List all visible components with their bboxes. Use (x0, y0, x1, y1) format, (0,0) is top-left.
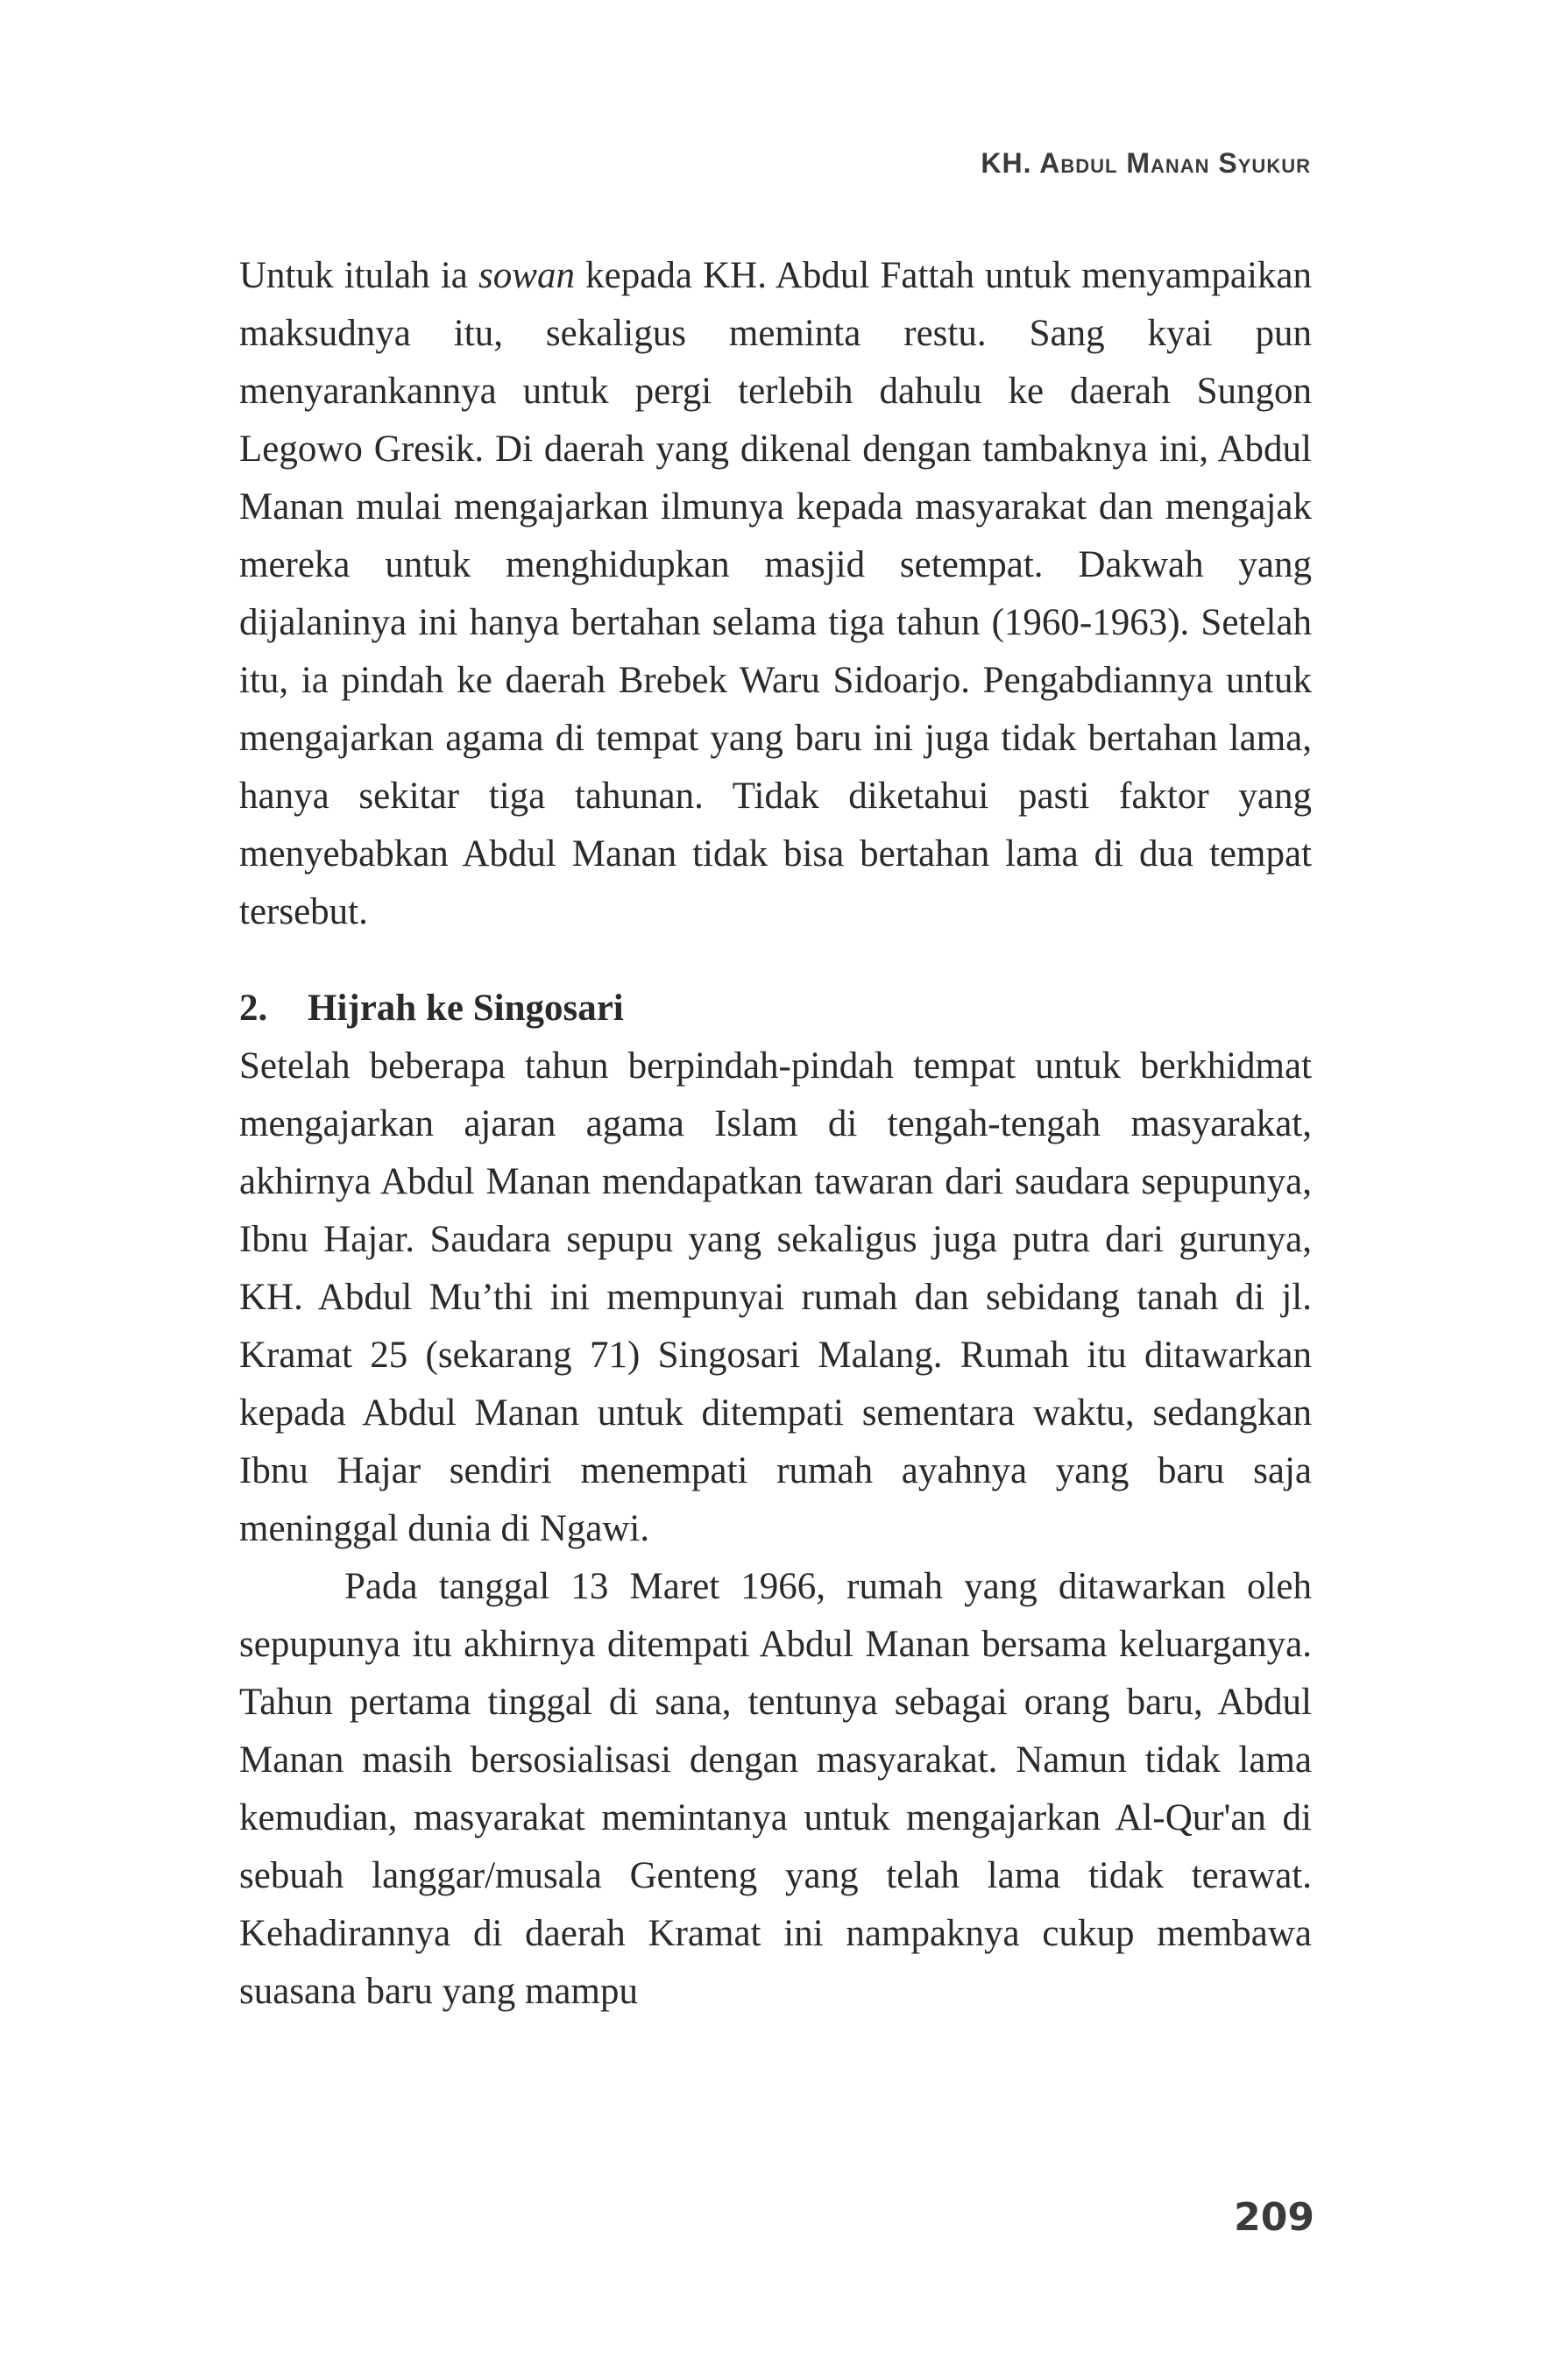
paragraph-3: Pada tanggal 13 Maret 1966, rumah yang ditawarkan oleh sepupunya itu akhirnya ditempati Abdul Manan bersama keluarganya. Tahun pertama tinggal di sana, tentunya sebagai orang baru, Abdul Manan masih bersosialisasi dengan masyarakat. Namun tidak lama kemudian, masyarakat memintanya untuk mengajarkan Al-Qur'an di sebuah langgar/musala Genteng yang telah lama tidak terawat. Kehadirannya di daerah Kramat ini nampaknya cukup membawa suasana baru yang mampu (239, 1566, 1312, 2012)
paragraph-1 (239, 247, 1312, 941)
paragraph-1-rest: kepada KH. Abdul Fattah untuk menyampaikan maksudnya itu, sekaligus meminta restu. Sang kyai pun menyarankannya untuk pergi terlebih dahulu ke daerah Sungon Legowo Gresik. Di daerah yang dikenal dengan tambaknya ini, Abdul Manan mulai mengajarkan ilmunya kepada masyarakat dan mengajak mereka untuk menghidupkan masjid setempat. Dakwah yang dijalaninya ini hanya bertahan selama tiga tahun (1960-1963). Setelah itu, ia pindah ke daerah Brebek Waru Sidoarjo. Pengabdiannya untuk mengajarkan agama di tempat yang baru ini juga tidak bertahan lama, hanya sekitar tiga tahunan. Tidak diketahui pasti faktor yang menyebabkan Abdul Manan tidak bisa bertahan lama di dua tempat tersebut. (239, 255, 1312, 932)
paragraph-1-lead: Untuk itulah ia (239, 255, 479, 296)
page-body (239, 247, 1312, 2021)
section-title: Hijrah ke Singosari (308, 988, 624, 1029)
page-number: 209 (1234, 2195, 1314, 2240)
section-heading (239, 980, 1312, 1038)
running-header: KH. Abdul Manan Syukur (981, 147, 1311, 179)
italic-term: sowan (478, 255, 575, 296)
section-number: 2. (239, 988, 268, 1029)
paragraph-2: Setelah beberapa tahun berpindah-pindah tempat untuk berkhidmat mengajarkan ajaran agama Islam di tengah-tengah masyarakat, akhirnya Abdul Manan mendapatkan tawaran dari saudara sepupunya, Ibnu Hajar. Saudara sepupu yang sekaligus juga putra dari gurunya, KH. Abdul Mu’thi ini mempunyai rumah dan sebidang tanah di jl. Kramat 25 (sekarang 71) Singosari Malang. Rumah itu ditawarkan kepada Abdul Manan untuk ditempati sementara waktu, sedangkan Ibnu Hajar sendiri menempati rumah ayahnya yang baru saja meninggal dunia di Ngawi. (239, 1045, 1312, 1549)
